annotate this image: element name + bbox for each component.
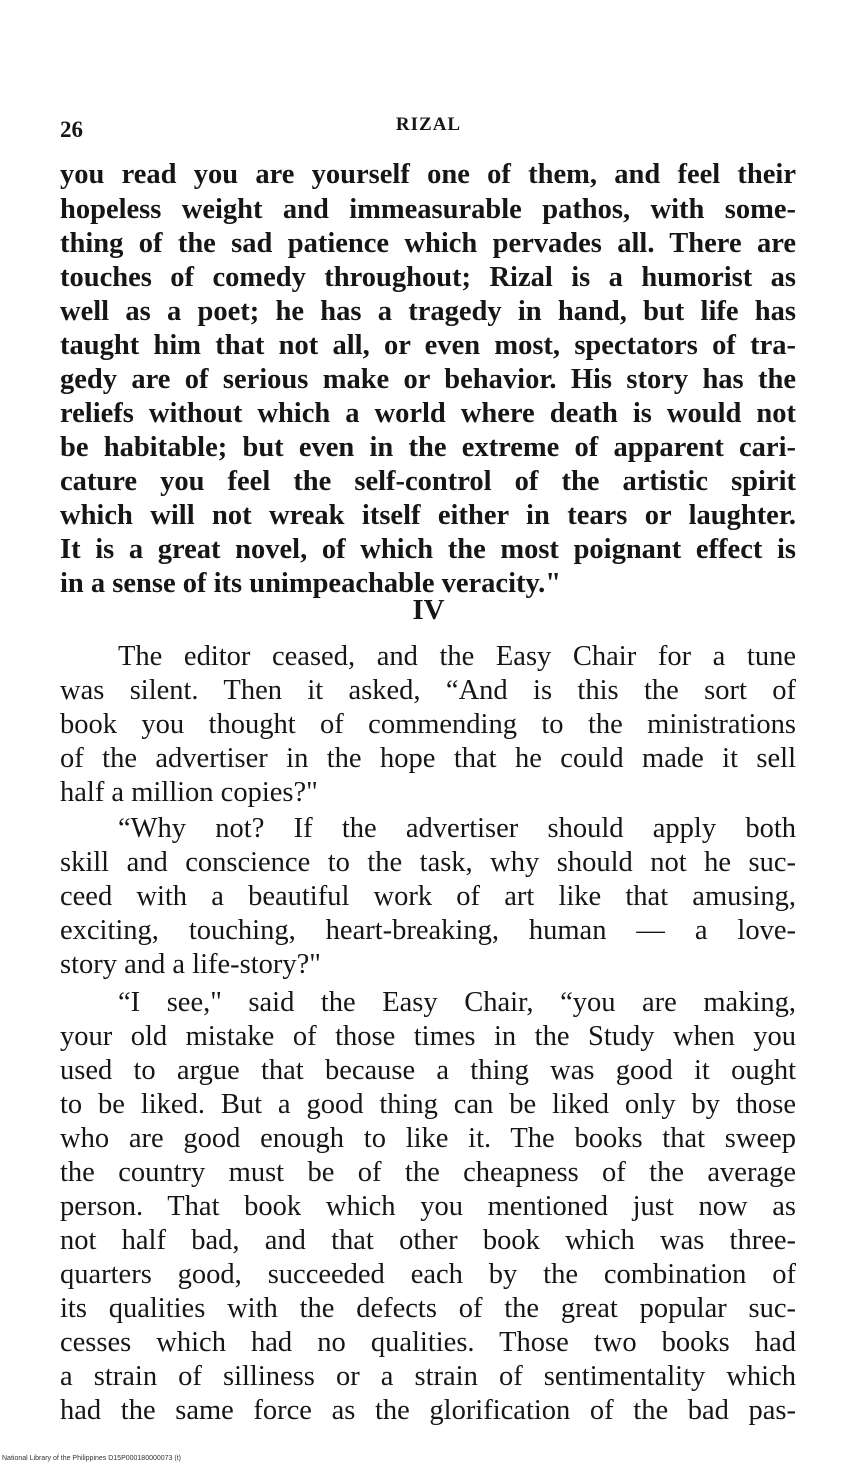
text-line: story and a life-story?" [60,949,321,980]
text-line: your old mistake of those times in the Study when you [60,1021,796,1052]
text-line: gedy are of serious make or behavior. His story has the [60,364,796,395]
text-line: hopeless weight and immeasurable pathos, with some- [60,194,796,225]
text-line: in a sense of its unimpeachable veracity." [60,568,562,599]
text-line: used to argue that because a thing was good it ought [60,1055,796,1086]
text-line: exciting, touching, heart-breaking, human — a love- [60,915,796,946]
text-line: person. That book which you mentioned just now as [60,1191,796,1222]
text-line: It is a great novel, of which the most poignant effect is [60,534,796,565]
text-line: taught him that not all, or even most, spectators of tra- [60,330,796,361]
text-line: ceed with a beautiful work of art like that amusing, [60,881,796,912]
text-line: cesses which had no qualities. Those two books had [60,1327,796,1358]
text-line: well as a poet; he has a tragedy in hand, but life has [60,296,796,327]
text-line: “I see," said the Easy Chair, “you are making, [118,987,796,1018]
section-heading: IV [412,594,445,626]
text-line: a strain of silliness or a strain of sentimentality which [60,1361,796,1392]
running-title: RIZAL [395,114,462,135]
text-line: book you thought of commending to the ministrations [60,709,796,740]
text-line: who are good enough to like it. The books that sweep [60,1123,796,1154]
text-line: skill and conscience to the task, why should not he suc- [60,847,796,878]
text-line: you read you are yourself one of them, and feel their [60,159,796,190]
text-line: quarters good, succeeded each by the combination of [60,1259,796,1290]
text-line: to be liked. But a good thing can be liked only by those [60,1089,796,1120]
text-line: be habitable; but even in the extreme of apparent cari- [60,432,796,463]
text-line: “Why not? If the advertiser should apply both [118,813,796,844]
text-line: was silent. Then it asked, “And is this the sort of [60,675,796,706]
text-line: cature you feel the self-control of the artistic spirit [60,466,796,497]
footer-attribution: National Library of the Philippines D15P000180000073 (t) [2,1455,182,1462]
text-line: touches of comedy throughout; Rizal is a humorist as [60,262,796,293]
text-line: half a million copies?" [60,777,318,808]
text-line: thing of the sad patience which pervades all. There are [60,228,796,259]
text-line: its qualities with the defects of the great popular suc- [60,1293,796,1324]
text-line: which will not wreak itself either in tears or laughter. [60,500,796,531]
text-line: The editor ceased, and the Easy Chair for a tune [118,641,796,672]
page-number: 26 [60,117,83,142]
text-line: the country must be of the cheapness of the average [60,1157,796,1188]
text-line: not half bad, and that other book which was three- [60,1225,796,1256]
text-line: had the same force as the glorification of the bad pas- [60,1395,796,1426]
text-line: reliefs without which a world where death is would not [60,398,796,429]
text-line: of the advertiser in the hope that he could made it sell [60,743,796,774]
